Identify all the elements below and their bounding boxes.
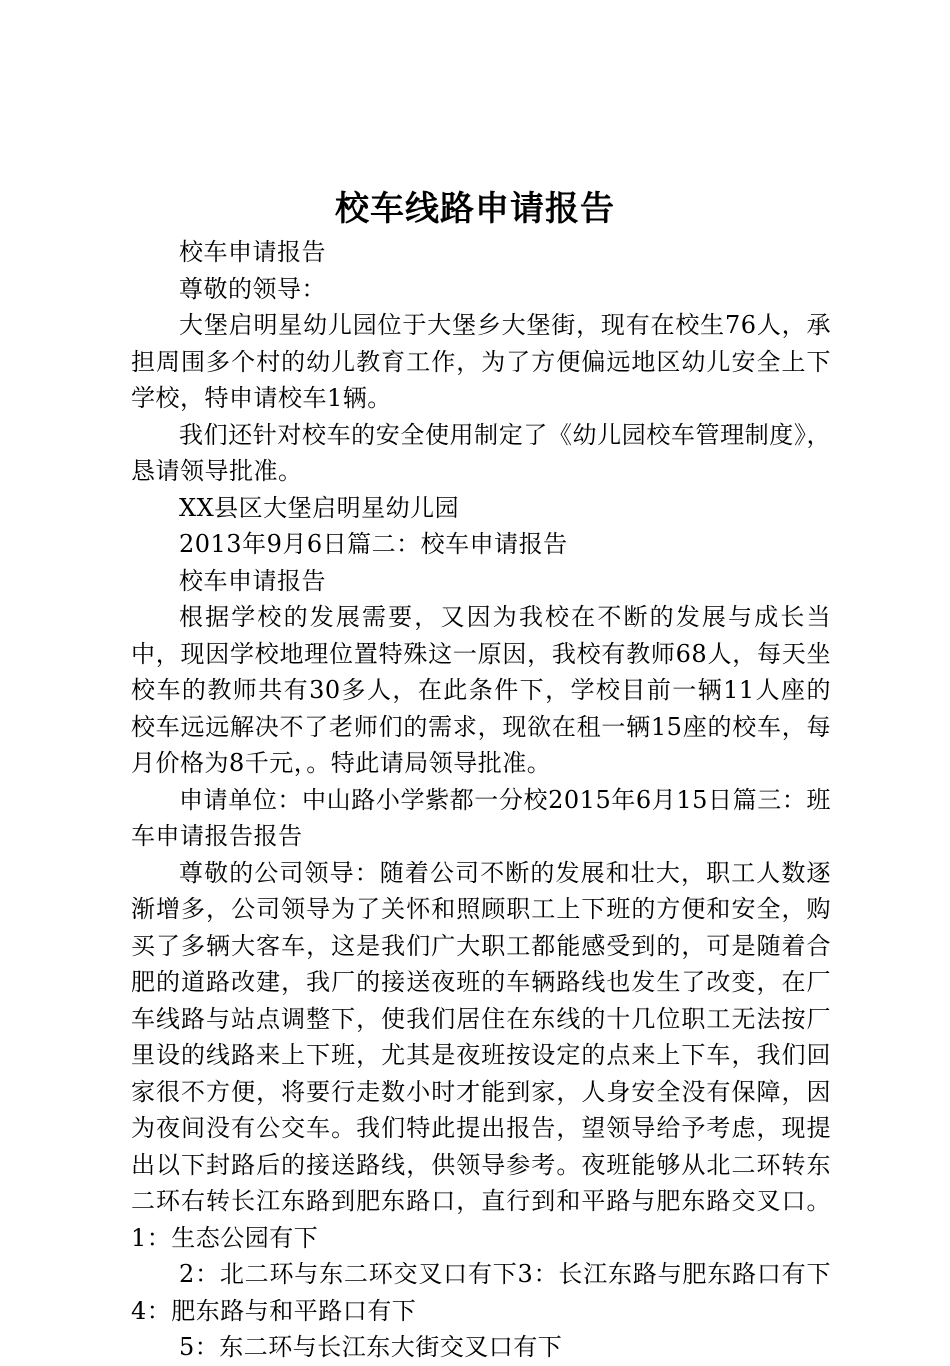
paragraph-route-stop-5: 5：东二环与长江东大街交叉口有下 [179, 1333, 563, 1361]
document-body [131, 234, 831, 1366]
paragraph-request-4: 尊敬的公司领导：随着公司不断的发展和壮大，职工人数逐渐增多，公司领导为了关怀和照顾职工上下班的方便和安全，购买了多辆大客车，这是我们广大职工都能感受到的，可是随着合肥的道路改建，我厂的接送夜班的车辆路线也发生了改变，在厂车线路与站点调整下，使我们居住在东线的十几位职工无法按厂里设的线路来上下班，尤其是夜班按设定的点来上下车，我们回家很不方便，将要行走数小时才能到家，人身安全没有保障，因为夜间没有公交车。我们特此提出报告，望领导给予考虑，现提出以下封路后的接送路线，供领导参考。夜班能够从北二环转东二环右转长江东路到肥东路口，直行到和平路与肥东路交叉口。1：生态公园有下 [131, 858, 831, 1252]
paragraph-route-stops: 2：北二环与东二环交叉口有下3：长江东路与肥东路口有下4：肥东路与和平路口有下 [131, 1260, 831, 1325]
paragraph-signature-1: XX县区大堡启明星幼儿园 [179, 493, 460, 522]
paragraph-request-1: 大堡启明星幼儿园位于大堡乡大堡街，现有在校生76人，承担周围多个村的幼儿教育工作，为了方便偏远地区幼儿安全上下学校，特申请校车1辆。 [131, 311, 831, 412]
paragraph-request-2: 我们还针对校车的安全使用制定了《幼儿园校车管理制度》，恳请领导批准。 [131, 420, 831, 485]
document-title: 校车线路申请报告 [335, 189, 615, 229]
paragraph-heading-2: 校车申请报告 [179, 566, 326, 595]
paragraph-request-3: 根据学校的发展需要，又因为我校在不断的发展与成长当中，现因学校地理位置特殊这一原因，我校有教师68人，每天坐校车的教师共有30多人，在此条件下，学校目前一辆11人座的校车远远解决不了老师们的需求，现欲在租一辆15座的校车，每月价格为8千元，。特此请局领导批准。 [131, 603, 831, 777]
paragraph-date-1: 2013年9月6日篇二：校车申请报告 [179, 530, 568, 558]
paragraph-signature-2: 申请单位：中山路小学紫都一分校2015年6月15日篇三：班车申请报告报告 [131, 785, 831, 850]
paragraph-heading-1: 校车申请报告 [179, 238, 326, 266]
paragraph-salutation-1: 尊敬的领导： [179, 274, 326, 303]
